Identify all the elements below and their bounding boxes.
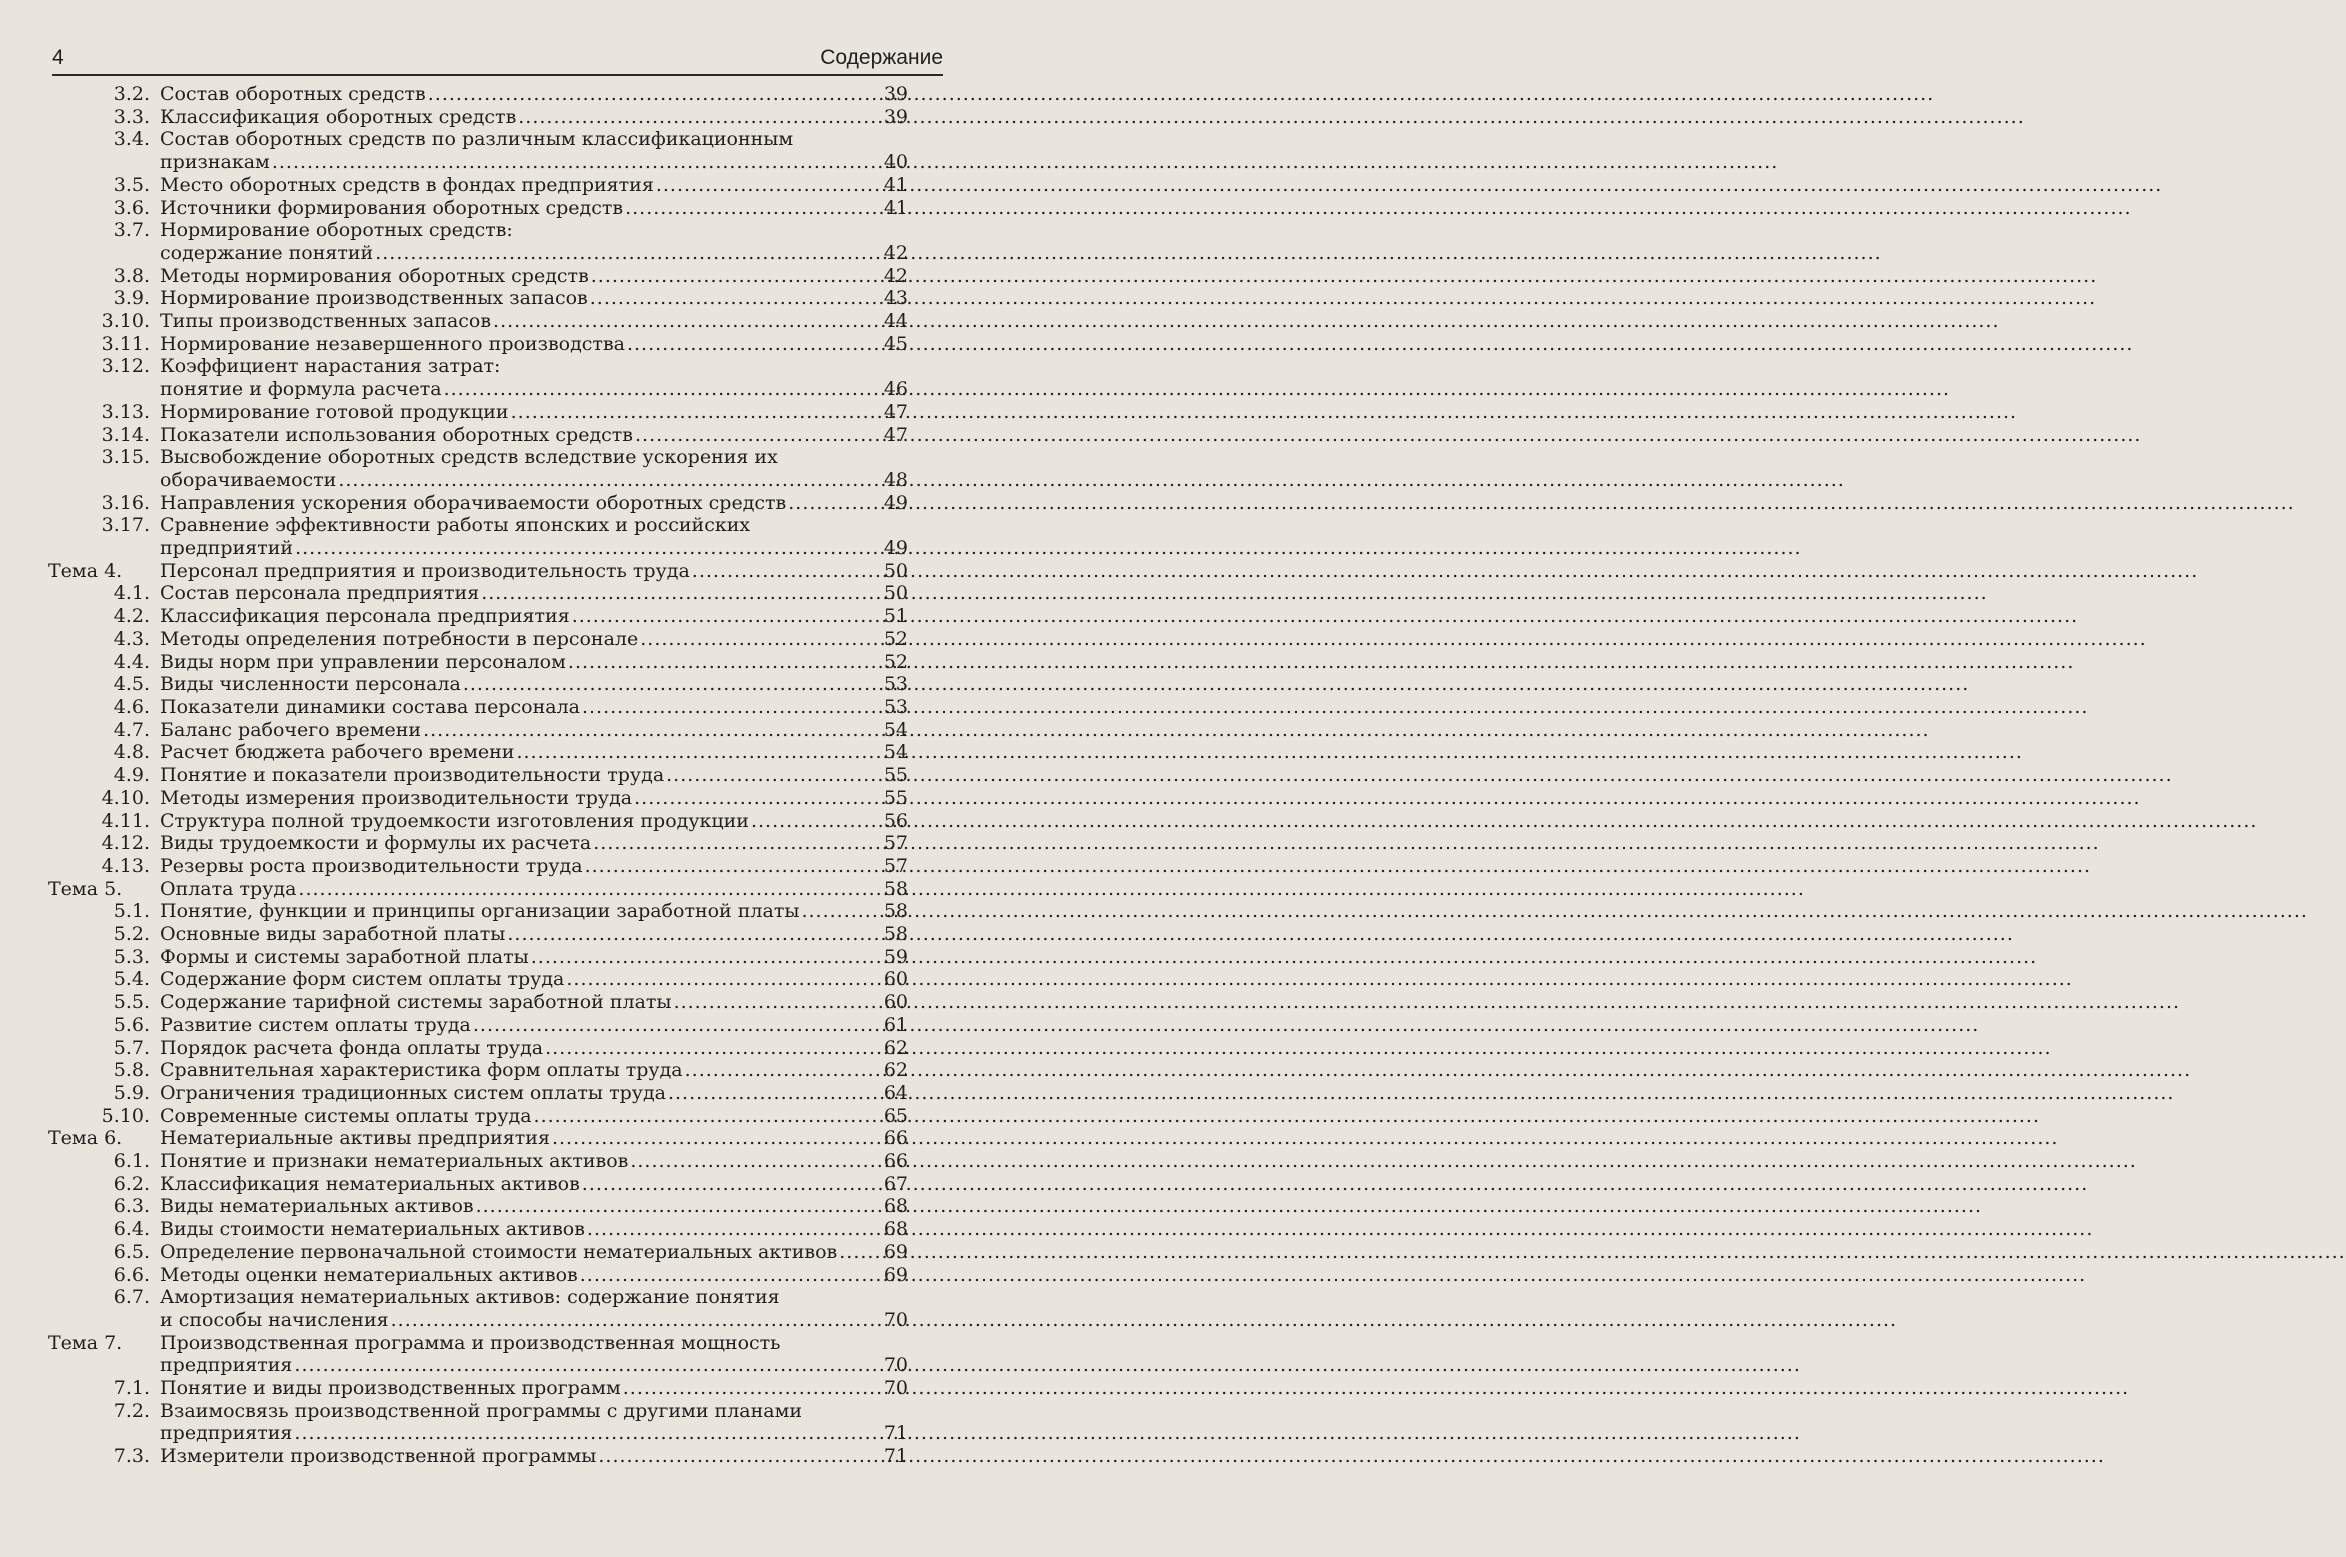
entry-page-number: 47: [883, 400, 908, 423]
entry-page-number: 48: [883, 468, 908, 491]
entry-number: 5.7.: [113, 1036, 150, 1059]
entry-number: 4.9.: [113, 764, 150, 787]
entry-page-number: 69: [883, 1240, 908, 1263]
entry-title: Коэффициент нарастания затрат:: [160, 355, 501, 378]
toc-topic-entry[interactable]: [40, 560, 908, 583]
toc-entry[interactable]: [40, 696, 908, 719]
toc-entry[interactable]: [40, 741, 908, 764]
entry-page-number: 52: [883, 650, 908, 673]
dot-leader: [630, 1150, 866, 1173]
entry-page-number: 62: [883, 1036, 908, 1059]
toc-topic-entry[interactable]: [40, 878, 908, 901]
entry-title: Измерители производственной программы: [160, 1445, 597, 1468]
dot-leader: [582, 1173, 866, 1196]
entry-page-number: 59: [883, 945, 908, 968]
entry-title: предприятия: [160, 1422, 293, 1445]
entry-title: Методы измерения производительности труда: [160, 786, 633, 809]
entry-title: Расчет бюджета рабочего времени: [160, 741, 515, 764]
entry-page-number: 47: [883, 423, 908, 446]
entry-page-number: 52: [883, 627, 908, 650]
toc-entry[interactable]: [40, 991, 908, 1014]
toc-entry[interactable]: [40, 1014, 908, 1037]
toc-entry[interactable]: [40, 946, 908, 969]
entry-number: 3.12.: [101, 355, 150, 378]
entry-page-number: 58: [883, 877, 908, 900]
entry-page-number: 68: [883, 1195, 908, 1218]
entry-number: 7.3.: [113, 1445, 150, 1468]
dot-leader: [294, 1354, 866, 1377]
entry-number: 6.5.: [113, 1240, 150, 1263]
toc-entry[interactable]: [40, 1400, 908, 1445]
toc-entry[interactable]: [40, 355, 908, 400]
toc-entry[interactable]: [40, 968, 908, 991]
entry-page-number: 70: [883, 1308, 908, 1331]
entry-number: 3.4.: [113, 128, 150, 151]
toc-entry[interactable]: [40, 810, 908, 833]
entry-title: Источники формирования оборотных средств: [160, 196, 624, 219]
entry-number: 5.1.: [113, 900, 150, 923]
entry-number: 7.1.: [113, 1377, 150, 1400]
entry-page-number: 46: [883, 378, 908, 401]
dot-leader: [668, 1082, 866, 1105]
dot-leader: [627, 333, 866, 356]
toc-entry[interactable]: [40, 900, 908, 923]
dot-leader: [272, 151, 866, 174]
entry-title: Методы нормирования оборотных средств: [160, 264, 589, 287]
toc-entry[interactable]: [40, 83, 908, 106]
entry-number: 4.1.: [113, 582, 150, 605]
toc-entry[interactable]: [40, 1105, 908, 1128]
dot-leader: [625, 197, 866, 220]
entry-title: предприятий: [160, 537, 294, 560]
dot-leader: [634, 787, 866, 810]
entry-title: Понятие и показатели производительности труда: [160, 764, 665, 787]
entry-page-number: 44: [883, 310, 908, 333]
entry-title: понятие и формула расчета: [160, 378, 442, 401]
dot-leader: [593, 832, 866, 855]
entry-number: 5.9.: [113, 1081, 150, 1104]
entry-page-number: 57: [883, 854, 908, 877]
entry-title: Место оборотных средств в фондах предприятия: [160, 173, 654, 196]
entry-number: 3.8.: [113, 264, 150, 287]
toc-topic-entry[interactable]: [40, 1332, 908, 1377]
dot-leader: [463, 673, 866, 696]
entry-title: Баланс рабочего времени: [160, 718, 422, 741]
dot-leader: [516, 741, 866, 764]
entry-title: Взаимосвязь производственной программы с другими планами: [160, 1399, 803, 1422]
toc-entry[interactable]: [40, 605, 908, 628]
toc-entry[interactable]: [40, 673, 908, 696]
entry-page-number: 66: [883, 1127, 908, 1150]
entry-title: Классификация персонала предприятия: [160, 605, 570, 628]
dot-leader: [511, 401, 866, 424]
entry-number: 5.6.: [113, 1013, 150, 1036]
entry-title: Направления ускорения оборачиваемости оборотных средств: [160, 491, 787, 514]
entry-title: Виды численности персонала: [160, 673, 461, 696]
toc-entry[interactable]: [40, 514, 908, 559]
entry-title: Развитие систем оплаты труда: [160, 1013, 471, 1036]
dot-leader: [476, 1195, 866, 1218]
entry-page-number: 58: [883, 900, 908, 923]
entry-title: Оплата труда: [160, 877, 297, 900]
toc-entry[interactable]: [40, 1286, 908, 1331]
entry-number: 5.8.: [113, 1059, 150, 1082]
dot-leader: [788, 492, 866, 515]
toc-entry[interactable]: [40, 446, 908, 491]
entry-page-number: 50: [883, 559, 908, 582]
entry-title: Содержание тарифной системы заработной платы: [160, 991, 672, 1014]
dot-leader: [590, 287, 866, 310]
entry-page-number: 71: [883, 1445, 908, 1468]
entry-page-number: 41: [883, 196, 908, 219]
entry-number: 3.13.: [101, 400, 150, 423]
entry-number: Тема 4.: [48, 559, 123, 582]
toc-entry[interactable]: [40, 401, 908, 424]
entry-title: Основные виды заработной платы: [160, 923, 506, 946]
dot-leader: [473, 1014, 866, 1037]
dot-leader: [534, 1105, 866, 1128]
entry-page-number: 64: [883, 1081, 908, 1104]
toc-entry[interactable]: [40, 1150, 908, 1173]
entry-number: Тема 7.: [48, 1331, 123, 1354]
dot-leader: [582, 696, 866, 719]
entry-number: 4.11.: [101, 809, 150, 832]
entry-number: 3.6.: [113, 196, 150, 219]
entry-title: Сравнительная характеристика форм оплаты труда: [160, 1059, 683, 1082]
entry-number: 6.1.: [113, 1150, 150, 1173]
entry-title: Состав оборотных средств: [160, 83, 426, 105]
entry-page-number: 51: [883, 605, 908, 628]
toc-entry[interactable]: [40, 287, 908, 310]
dot-leader: [623, 1377, 866, 1400]
toc-entry[interactable]: [40, 106, 908, 129]
entry-number: 3.2.: [113, 83, 150, 105]
dot-leader: [391, 1309, 866, 1332]
dot-leader: [531, 946, 866, 969]
entry-title: содержание понятий: [160, 241, 374, 264]
toc-entry[interactable]: [40, 1059, 908, 1082]
entry-page-number: 50: [883, 582, 908, 605]
entry-number: 3.16.: [101, 491, 150, 514]
entry-number: 6.3.: [113, 1195, 150, 1218]
dot-leader: [423, 719, 866, 742]
entry-page-number: 56: [883, 809, 908, 832]
entry-title: Методы оценки нематериальных активов: [160, 1263, 578, 1286]
entry-title: признакам: [160, 151, 270, 174]
toc-entry[interactable]: [40, 333, 908, 356]
dot-leader: [545, 1037, 866, 1060]
entry-number: 3.5.: [113, 173, 150, 196]
entry-title: Нормирование незавершенного производства: [160, 332, 625, 355]
entry-page-number: 71: [883, 1422, 908, 1445]
toc-entry[interactable]: [40, 1195, 908, 1218]
dot-leader: [295, 537, 866, 560]
entry-number: 4.4.: [113, 650, 150, 673]
entry-number: 7.2.: [113, 1399, 150, 1422]
dot-leader: [580, 1264, 866, 1287]
entry-title: Типы производственных запасов: [160, 310, 492, 333]
dot-leader: [444, 378, 866, 401]
toc-entry[interactable]: [40, 174, 908, 197]
entry-number: 3.17.: [101, 514, 150, 537]
entry-page-number: 65: [883, 1104, 908, 1127]
entry-title: Показатели динамики состава персонала: [160, 695, 580, 718]
entry-page-number: 43: [883, 287, 908, 310]
entry-title: Состав персонала предприятия: [160, 582, 480, 605]
toc-entry[interactable]: [40, 1218, 908, 1241]
toc-entry[interactable]: [40, 128, 908, 173]
toc-entry[interactable]: [40, 1264, 908, 1287]
entry-page-number: 54: [883, 718, 908, 741]
entry-number: 3.11.: [101, 332, 150, 355]
entry-page-number: 69: [883, 1263, 908, 1286]
entry-page-number: 70: [883, 1354, 908, 1377]
entry-page-number: 49: [883, 537, 908, 560]
entry-title: Определение первоначальной стоимости нематериальных активов: [160, 1240, 838, 1263]
entry-page-number: 42: [883, 241, 908, 264]
entry-page-number: 45: [883, 332, 908, 355]
entry-title: Понятие и признаки нематериальных активов: [160, 1150, 629, 1173]
entry-page-number: 57: [883, 832, 908, 855]
toc-entry[interactable]: [40, 424, 908, 447]
entry-title: Порядок расчета фонда оплаты труда: [160, 1036, 544, 1059]
entry-number: 5.3.: [113, 945, 150, 968]
entry-title: Высвобождение оборотных средств вследствие ускорения их: [160, 446, 778, 469]
entry-title: Структура полной трудоемкости изготовления продукции: [160, 809, 749, 832]
toc-entry[interactable]: [40, 651, 908, 674]
entry-number: 3.15.: [101, 446, 150, 469]
entry-title: Формы и системы заработной платы: [160, 945, 529, 968]
running-title: Содержание: [820, 46, 943, 69]
entry-page-number: 70: [883, 1377, 908, 1400]
entry-title: Виды нематериальных активов: [160, 1195, 474, 1218]
toc-entry[interactable]: [40, 219, 908, 264]
dot-leader: [493, 310, 866, 333]
dot-leader: [375, 242, 866, 265]
toc-entry[interactable]: [40, 197, 908, 220]
entry-title: Классификация оборотных средств: [160, 105, 517, 128]
entry-number: 6.4.: [113, 1218, 150, 1241]
entry-title: Ограничения традиционных систем оплаты труда: [160, 1081, 666, 1104]
dot-leader: [685, 1059, 866, 1082]
entry-number: 6.6.: [113, 1263, 150, 1286]
toc-entry[interactable]: [40, 1377, 908, 1400]
dot-leader: [572, 605, 866, 628]
entry-title: Амортизация нематериальных активов: содержание понятия: [160, 1286, 780, 1309]
entry-page-number: 53: [883, 695, 908, 718]
dot-leader: [552, 1127, 866, 1150]
dot-leader: [298, 878, 866, 901]
entry-title: Виды трудоемкости и формулы их расчета: [160, 832, 592, 855]
entry-title: Показатели использования оборотных средств: [160, 423, 633, 446]
entry-number: Тема 6.: [48, 1127, 123, 1150]
toc-entry[interactable]: [40, 923, 908, 946]
entry-number: 4.7.: [113, 718, 150, 741]
dot-leader: [587, 1218, 866, 1241]
entry-page-number: 60: [883, 991, 908, 1014]
dot-leader: [591, 265, 866, 288]
entry-number: 4.10.: [101, 786, 150, 809]
entry-title: и способы начисления: [160, 1308, 389, 1331]
toc-entry[interactable]: [40, 310, 908, 333]
dot-leader: [751, 810, 866, 833]
dot-leader: [666, 764, 866, 787]
entry-page-number: 62: [883, 1059, 908, 1082]
entry-number: 3.7.: [113, 219, 150, 242]
toc-entry[interactable]: [40, 1037, 908, 1060]
entry-title: Сравнение эффективности работы японских и российских: [160, 514, 751, 537]
toc-entry[interactable]: [40, 1445, 908, 1468]
entry-title: Состав оборотных средств по различным классификационным: [160, 128, 794, 151]
dot-leader: [674, 991, 866, 1014]
entry-title: Классификация нематериальных активов: [160, 1172, 580, 1195]
toc-entry[interactable]: [40, 1082, 908, 1105]
entry-number: 4.5.: [113, 673, 150, 696]
dot-leader: [481, 582, 866, 605]
entry-page-number: 40: [883, 151, 908, 174]
dot-leader: [568, 651, 866, 674]
entry-title: Содержание форм систем оплаты труда: [160, 968, 565, 991]
toc-entry[interactable]: [40, 265, 908, 288]
entry-page-number: 66: [883, 1150, 908, 1173]
dot-leader: [692, 560, 866, 583]
dot-leader: [598, 1445, 866, 1468]
entry-page-number: 53: [883, 673, 908, 696]
entry-title: Методы определения потребности в персонале: [160, 627, 639, 650]
entry-title: Понятие, функции и принципы организации заработной платы: [160, 900, 800, 923]
entry-page-number: 42: [883, 264, 908, 287]
dot-leader: [518, 106, 866, 129]
toc-entry[interactable]: [40, 719, 908, 742]
entry-title: Виды стоимости нематериальных активов: [160, 1218, 585, 1241]
entry-number: 4.2.: [113, 605, 150, 628]
dot-leader: [507, 923, 866, 946]
toc-entry[interactable]: [40, 787, 908, 810]
dot-leader: [428, 83, 866, 106]
dot-leader: [801, 900, 866, 923]
entry-page-number: 41: [883, 173, 908, 196]
entry-page-number: 39: [883, 83, 908, 105]
entry-number: 4.6.: [113, 695, 150, 718]
entry-number: 5.10.: [101, 1104, 150, 1127]
entry-number: 3.14.: [101, 423, 150, 446]
entry-page-number: 55: [883, 786, 908, 809]
toc-entry[interactable]: [40, 1173, 908, 1196]
entry-page-number: 55: [883, 764, 908, 787]
entry-title: Нормирование готовой продукции: [160, 400, 509, 423]
toc-entry[interactable]: [40, 832, 908, 855]
entry-title: Виды норм при управлении персоналом: [160, 650, 566, 673]
toc-entry[interactable]: [40, 1241, 908, 1264]
dot-leader: [635, 424, 866, 447]
entry-page-number: 61: [883, 1013, 908, 1036]
toc-entry[interactable]: [40, 764, 908, 787]
entry-page-number: 68: [883, 1218, 908, 1241]
toc-entry[interactable]: [40, 855, 908, 878]
entry-number: 5.2.: [113, 923, 150, 946]
page-number: 4: [52, 46, 64, 69]
dot-leader: [640, 628, 866, 651]
entry-title: Нематериальные активы предприятия: [160, 1127, 550, 1150]
entry-page-number: 58: [883, 923, 908, 946]
entry-number: Тема 5.: [48, 877, 123, 900]
entry-number: 5.5.: [113, 991, 150, 1014]
entry-page-number: 49: [883, 491, 908, 514]
dot-leader: [585, 855, 866, 878]
entry-page-number: 54: [883, 741, 908, 764]
entry-page-number: 67: [883, 1172, 908, 1195]
dot-leader: [566, 968, 866, 991]
dot-leader: [294, 1422, 866, 1445]
toc-entry[interactable]: [40, 582, 908, 605]
entry-page-number: 39: [883, 105, 908, 128]
dot-leader: [839, 1241, 866, 1264]
toc-topic-entry[interactable]: [40, 1127, 908, 1150]
table-of-contents: [40, 83, 908, 1468]
entry-title: Персонал предприятия и производительность труда: [160, 559, 690, 582]
entry-title: Современные системы оплаты труда: [160, 1104, 532, 1127]
toc-entry[interactable]: [40, 628, 908, 651]
entry-number: 6.7.: [113, 1286, 150, 1309]
entry-title: Нормирование оборотных средств:: [160, 219, 513, 242]
entry-number: 4.3.: [113, 627, 150, 650]
entry-number: 4.12.: [101, 832, 150, 855]
dot-leader: [656, 174, 866, 197]
entry-number: 3.9.: [113, 287, 150, 310]
entry-title: Резервы роста производительности труда: [160, 854, 583, 877]
entry-title: оборачиваемости: [160, 468, 337, 491]
entry-page-number: 60: [883, 968, 908, 991]
entry-number: 4.13.: [101, 854, 150, 877]
entry-number: 4.8.: [113, 741, 150, 764]
entry-title: предприятия: [160, 1354, 293, 1377]
entry-number: 5.4.: [113, 968, 150, 991]
entry-number: 6.2.: [113, 1172, 150, 1195]
entry-title: Нормирование производственных запасов: [160, 287, 588, 310]
entry-title: Производственная программа и производственная мощность: [160, 1331, 781, 1354]
page-header: [52, 40, 943, 76]
entry-title: Понятие и виды производственных программ: [160, 1377, 621, 1400]
entry-number: 3.3.: [113, 105, 150, 128]
toc-entry[interactable]: [40, 492, 908, 515]
dot-leader: [338, 469, 866, 492]
entry-number: 3.10.: [101, 310, 150, 333]
